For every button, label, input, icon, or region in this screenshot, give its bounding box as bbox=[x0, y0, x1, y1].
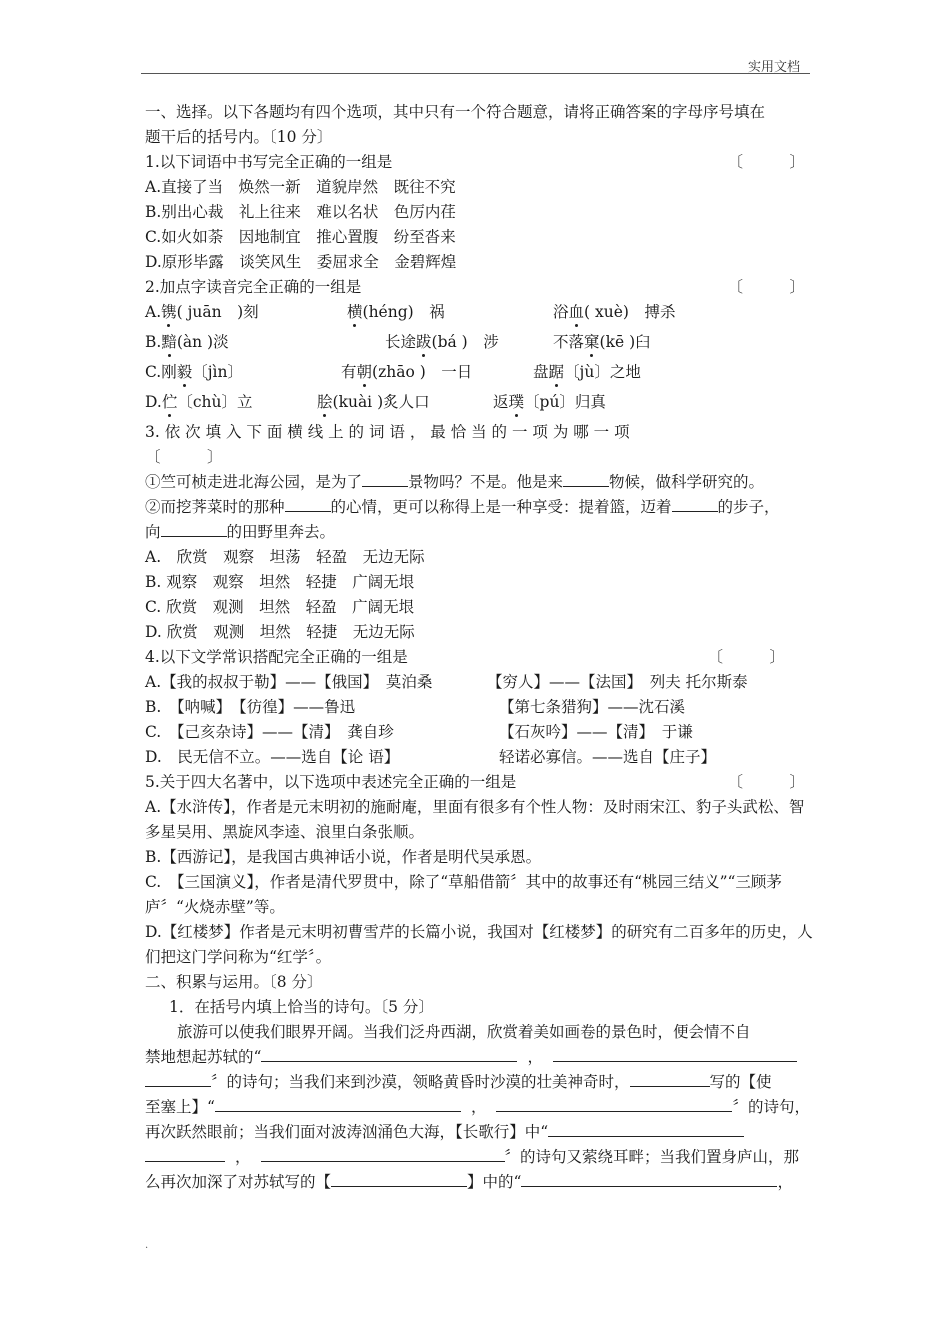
q4-answer-paren: 〔 〕 bbox=[707, 648, 785, 666]
q2-option-b: B.黯(àn )淡 长途跋(bá ) 涉 不落窠(kē )臼 bbox=[145, 333, 651, 351]
blank-line bbox=[672, 495, 718, 512]
q4-option-b: B. 【呐喊】 【彷徨】——鲁迅 【第七条猎狗】——沈石溪 bbox=[145, 698, 686, 716]
q5-option-a: A.【水浒传】，作者是元末明初的施耐庵，里面有很多有个性人物：及时雨宋江、豹子头武松、智多星吴用、黑旋风李逵、浪里白条张顺。 bbox=[145, 798, 805, 841]
q1-option-c: C.如火如荼 因地制宜 推心置腹 纷至沓来 bbox=[145, 228, 456, 246]
page-footer-mark: . bbox=[145, 1240, 149, 1251]
passage-line-1: 旅游可以使我们眼界开阔。当我们泛舟西湖，欣赏着美如画卷的景色时，便会情不自 bbox=[177, 1023, 751, 1041]
blank-line bbox=[563, 470, 609, 487]
q2-option-c: C.刚毅〔jìn〕 有朝(zhāo ) 一日 盘踞〔jù〕之地 bbox=[145, 363, 641, 381]
blank-line bbox=[145, 1145, 225, 1162]
document-body bbox=[145, 100, 815, 1195]
passage-line-4: 至塞上】“ ， 〞的诗句， bbox=[145, 1095, 815, 1120]
q1-option-b: B.别出心裁 礼上往来 难以名状 色厉内荏 bbox=[145, 203, 456, 221]
q3-sentence-3: 向 的田野里奔去。 bbox=[145, 520, 815, 545]
blank-line bbox=[630, 1070, 710, 1087]
q3-option-c: C. 欣赏 观测 坦然 轻盈 广阔无垠 bbox=[145, 598, 415, 616]
passage-line-3: 〞的诗句；当我们来到沙漠，领略黄昏时沙漠的壮美神奇时， 写的【使 bbox=[145, 1070, 815, 1095]
blank-line bbox=[261, 1145, 505, 1162]
passage-line-6: ， 〞的诗句又萦绕耳畔；当我们置身庐山，那 bbox=[145, 1145, 815, 1170]
q5-stem: 5.关于四大名著中，以下选项中表述完全正确的一组是 〔 〕 bbox=[145, 770, 815, 795]
q2-option-a: A.镌( juān )刻 横(héng) 祸 浴血( xuè) 搏杀 bbox=[145, 303, 676, 321]
section2-title: 二、积累与运用。〔8 分〕 bbox=[145, 973, 323, 991]
blank-line bbox=[261, 1045, 517, 1062]
blank-line bbox=[362, 470, 408, 487]
q4-option-c: C. 【己亥杂诗】——【清】 龚自珍 【石灰吟】——【清】 于谦 bbox=[145, 723, 693, 741]
section2-subtitle: 1．在括号内填上恰当的诗句。〔5 分〕 bbox=[169, 998, 434, 1016]
q3-option-a: A. 欣赏 观察 坦荡 轻盈 无边无际 bbox=[145, 548, 425, 566]
passage-line-7: 么再次加深了对苏轼写的【 】中的“ ， bbox=[145, 1170, 815, 1195]
q4-stem: 4.以下文学常识搭配完全正确的一组是 〔 〕 bbox=[145, 645, 815, 670]
blank-line bbox=[521, 1170, 777, 1187]
q5-answer-paren: 〔 〕 bbox=[727, 773, 805, 791]
blank-line bbox=[496, 1095, 732, 1112]
blank-line bbox=[145, 1070, 211, 1087]
blank-line bbox=[285, 495, 331, 512]
blank-line bbox=[553, 1045, 797, 1062]
q4-option-d: D. 民无信不立。——选自【论 语】 轻诺必寡信。——选自【庄子】 bbox=[145, 748, 717, 766]
passage-line-2: 禁地想起苏轼的“ ， bbox=[145, 1045, 815, 1070]
q3-option-d: D. 欣赏 观测 坦然 轻捷 无边无际 bbox=[145, 623, 415, 641]
page-header: 实用文档 bbox=[748, 60, 801, 75]
blank-line bbox=[161, 520, 227, 537]
q1-option-a: A.直接了当 焕然一新 道貌岸然 既往不究 bbox=[145, 178, 456, 196]
q2-option-d: D.伫〔chù〕立 脍(kuài )炙人口 返璞〔pú〕归真 bbox=[145, 393, 606, 411]
section1-title-a: 一、选择。以下各题均有四个选项，其中只有一个符合题意，请将正确答案的字母序号填在 bbox=[145, 103, 766, 121]
q1-stem: 1.以下词语中书写完全正确的一组是 〔 〕 bbox=[145, 150, 815, 175]
section1-title-b: 题干后的括号内。〔10 分〕 bbox=[145, 128, 333, 146]
header-rule bbox=[141, 73, 810, 74]
q3-stem: 3. 依 次 填 入 下 面 横 线 上 的 词 语 ， 最 恰 当 的 一 项 为 哪 一 项 bbox=[145, 423, 630, 441]
q3-sentence-1: ①竺可桢走进北海公园，是为了 景物吗？不是。他是来 物候，做科学研究的。 bbox=[145, 470, 815, 495]
q5-option-d: D.【红楼梦】作者是元末明初曹雪芹的长篇小说，我国对【红楼梦】的研究有二百多年的历史，人们把这门学问称为“红学〞。 bbox=[145, 923, 813, 966]
q3-option-b: B. 观察 观察 坦然 轻捷 广阔无垠 bbox=[145, 573, 415, 591]
q2-answer-paren: 〔 〕 bbox=[727, 278, 805, 296]
q1-option-d: D.原形毕露 谈笑风生 委屈求全 金碧辉煌 bbox=[145, 253, 457, 271]
q3-sentence-2: ②而挖荠菜时的那种 的心情，更可以称得上是一种享受：提着篮，迈着 的步子， bbox=[145, 495, 815, 520]
q5-option-c: C. 【三国演义】，作者是清代罗贯中，除了“草船借箭〞其中的故事还有“桃园三结义”“三顾茅庐〞“火烧赤壁”等。 bbox=[145, 873, 782, 916]
q2-stem: 2.加点字读音完全正确的一组是 〔 〕 bbox=[145, 275, 815, 300]
q4-option-a: A.【我的叔叔于勒】——【俄国】 莫泊桑 【穷人】——【法国】 列夫 托尔斯泰 bbox=[145, 673, 748, 691]
passage-line-5: 再次跃然眼前；当我们面对波涛汹涌色大海，【长歌行】中“ bbox=[145, 1120, 815, 1145]
q5-option-b: B.【西游记】，是我国古典神话小说，作者是明代吴承恩。 bbox=[145, 848, 542, 866]
q3-answer-paren: 〔 〕 bbox=[145, 448, 223, 466]
blank-line bbox=[215, 1095, 461, 1112]
blank-line bbox=[331, 1170, 467, 1187]
q1-answer-paren: 〔 〕 bbox=[727, 153, 805, 171]
blank-line bbox=[548, 1120, 744, 1137]
